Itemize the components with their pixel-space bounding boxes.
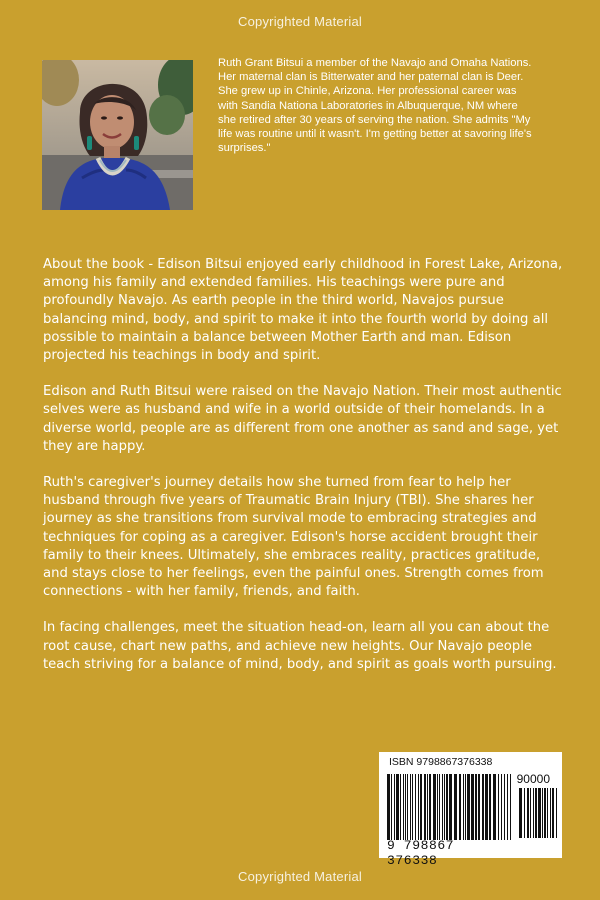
paragraph: Ruth's caregiver's journey details how she turned from fear to help her husband through five years of Traumatic Brain Injury (TBI). She shares her journey as she transitions from survival mode to embracing strategies and techniques for coping as a caregiver. Edison's horse accident brought their family to their knees. Ultimately, she embraces reality, practices gratitude, and stays close to her feelings, even the painful ones. Strength comes from connections - with her family, friends, and faith. [43,475,544,600]
watermark-top: Copyrighted Material [238,14,362,29]
barcode-digits: 9 798867 376338 [387,838,455,868]
price-code: 90000 [516,772,550,786]
author-bio: Ruth Grant Bitsui a member of the Navajo and Omaha Nations. Her maternal clan is Bitterwater and her paternal clan is Deer. She grew up in Chinle, Arizona. Her professional career was with Sandia Nationa Laboratories in Albuquerque, NM where she retired after 30 years of serving the nation. She admits "My life was routine until it wasn't. I'm getting better at savoring life's surprises." [218,57,532,155]
isbn-label: ISBN 9798867376338 [389,756,493,768]
book-description [43,256,563,692]
author-photo [42,60,193,210]
isbn-barcode [379,752,562,868]
paragraph: In facing challenges, meet the situation head-on, learn all you can about the root cause, chart new paths, and achieve new heights. Our Navajo people teach striving for a balance of mind, body, and spirit as goals worth pursuing. [43,620,557,672]
paragraph: About the book - Edison Bitsui enjoyed early childhood in Forest Lake, Arizona, among his family and extended families. His teachings were pure and profoundly Navajo. As earth people in the third world, Navajos pursue balancing mind, body, and spirit to make it into the fourth world by doing all possible to maintain a balance between Mother Earth and man. Edison projected his teachings in body and spirit. [43,257,563,364]
price-barcode-bars-icon [519,788,557,838]
barcode-bars-icon [387,774,511,840]
paragraph: Edison and Ruth Bitsui were raised on the Navajo Nation. Their most authentic selves were as husband and wife in a world outside of their homelands. In a diverse world, people are as different from one another as sand and sage, yet they are happy. [43,384,562,454]
watermark-bottom: Copyrighted Material [238,869,362,884]
